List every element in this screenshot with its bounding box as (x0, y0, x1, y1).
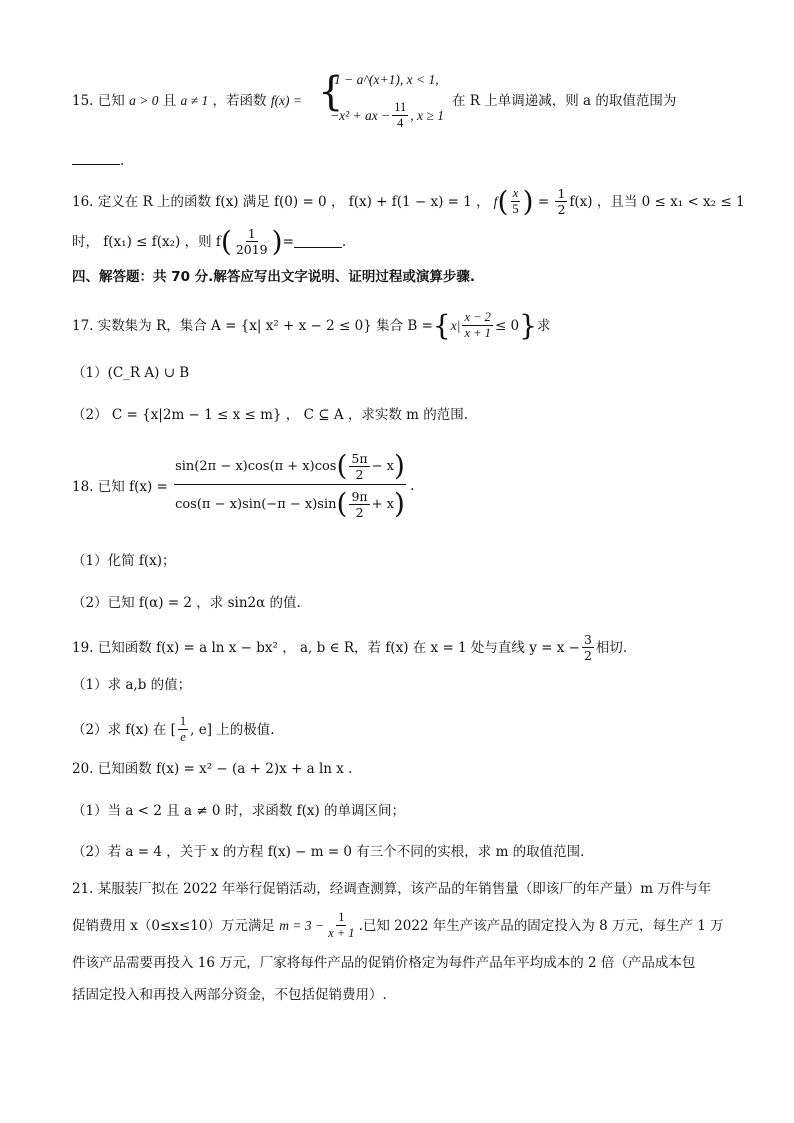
q18-end: . (410, 478, 415, 494)
q18-part1: （1）化简 f(x)； (72, 553, 176, 569)
q16-q-den: 2019 (235, 242, 268, 257)
q17-b-num: x − 2 (464, 310, 491, 324)
q18-den-frac-den: 2 (355, 504, 364, 520)
q17-number: 17. (72, 317, 94, 334)
q17-tail: 求 (536, 317, 551, 334)
q16-line1: 16. 定义在 R 上的函数 f(x) 满足 f(0) = 0 ， f(x) + f(1 − x) = 1 ， f ( $\frac{x}{5}$ ) = $\frac{1}{2}$ f(x) ，且当 0 ≤ x₁ < x₂ ≤ 1 (72, 184, 745, 218)
q15-cond2: a ≠ 1 (180, 93, 209, 108)
q18-den-tail: + x (371, 496, 394, 512)
q19-p2-frac (178, 714, 188, 745)
q18-number: 18. (72, 479, 94, 495)
q21-m-frac (326, 910, 356, 941)
q16-line2: 时， f(x₁) ≤ f(x₂) ，则 f ( $\frac{1}{2019}$ ) = . (72, 224, 347, 258)
q16-half-den: 2 (557, 202, 566, 217)
q19-p2-pre: （2）求 f(x) 在 [ (72, 721, 176, 738)
q15-fx: f(x) = (270, 93, 303, 108)
q16-answer-blank[interactable] (294, 235, 342, 248)
q19-text: 已知函数 f(x) = a ln x − bx² ， a, b ∈ R，若 f(x) 在 x = 1 处与直线 y = x − (97, 639, 580, 656)
q16-frac-num: x (512, 186, 519, 200)
q15-and: 且 (162, 93, 177, 109)
q17-b-den: x + 1 (464, 326, 491, 340)
q18-big-fraction (174, 448, 406, 523)
q20-text: 已知函数 f(x) = x² − (a + 2)x + a ln x . (97, 761, 353, 777)
q18-den-text: cos(π − x)sin(−π − x)sin (175, 496, 337, 512)
q17-text: 实数集为 R，集合 A = {x| x² + x − 2 ≤ 0} 集合 B = (97, 317, 433, 334)
q18-num-frac (349, 451, 369, 482)
q19-frac (582, 632, 594, 663)
q21-line4: 括固定投入和再投入两部分资金，不包括促销费用）. (72, 987, 387, 1003)
q15-case1: 1 − a^(x+1), x < 1, (334, 72, 439, 87)
q18-den-frac (349, 489, 369, 520)
q15-case2-num: 11 (394, 100, 407, 114)
q19-p2-num: 1 (179, 714, 187, 728)
q17-part2: （2） C = {x|2m − 1 ≤ x ≤ m} ， C ⊆ A ，求实数 m 的范围. (72, 407, 469, 423)
q20-number: 20. (72, 761, 94, 777)
q15-answer-line (72, 152, 124, 170)
q15-end: . (120, 153, 125, 169)
q15-number: 15. (72, 93, 94, 109)
q17-b-frac (462, 310, 492, 341)
q15-case2-post: , x ≥ 1 (410, 107, 444, 123)
q15-case2 (330, 100, 444, 131)
q17-part1: （1）(C_R A) ∪ B (72, 365, 190, 381)
q18-denominator: cos(π − x)sin(−π − x)sin ( $\frac{9\pi}{2}$ + x ) (175, 487, 405, 520)
q15-cond1: a > 0 (129, 93, 159, 108)
q16-line2-post: = (282, 233, 294, 250)
q16-line2-pre: 时， f(x₁) ≤ f(x₂) ，则 f (72, 233, 221, 250)
q16-frac-query (234, 226, 270, 257)
q18-lead: 已知 f(x) = (97, 479, 168, 495)
q16-half (555, 186, 567, 217)
q17-b-post: ≤ 0 (494, 317, 520, 334)
q19-part1: （1）求 a,b 的值； (72, 677, 192, 693)
q21-line2-post: .已知 2022 年生产该产品的固定投入为 8 万元，每生产 1 万 (358, 917, 724, 934)
q18-part2: （2）已知 f(α) = 2 ，求 sin2α 的值. (72, 595, 301, 611)
q18-lead-line (72, 478, 168, 496)
q16-line1-tail: f(x) ，且当 0 ≤ x₁ < x₂ ≤ 1 (569, 193, 745, 210)
q21-line2-pre: 促销费用 x（0≤x≤10）万元满足 (72, 917, 275, 934)
q21-m-den: x + 1 (328, 926, 355, 940)
q16-number: 16. (72, 193, 94, 210)
q18-den-frac-num: 9π (351, 488, 368, 504)
q15-mid: ，若函数 (212, 93, 267, 109)
q19-frac-num: 3 (583, 632, 592, 647)
q21-line1 (72, 880, 711, 898)
q16-end: . (341, 233, 347, 250)
q20-line (72, 760, 352, 778)
q15-lead: 已知 (97, 93, 125, 109)
q15-case2-pre: −x² + ax − (330, 107, 391, 123)
q18-numerator: sin(2π − x)cos(π + x)cos ( $\frac{5\pi}{2}$ − x ) (175, 449, 405, 482)
q21-line3: 件该产品需要再投入 16 万元，厂家将每件产品的促销价格定为每件产品年平均成本的 2 倍（产品成本包 (72, 955, 696, 971)
q21-number: 21. (72, 881, 94, 897)
section-four-heading: 四、解答题：共 70 分.解答应写出文字说明、证明过程或演算步骤. (72, 269, 475, 285)
q15-line (72, 92, 302, 110)
q15-case2-fraction (392, 100, 408, 131)
q16-half-num: 1 (557, 186, 566, 201)
q18-num-text: sin(2π − x)cos(π + x)cos (175, 458, 337, 474)
q16-q-num: 1 (247, 226, 256, 241)
q21-line2 (72, 910, 724, 941)
q15-brace: { (318, 69, 344, 115)
q18-num-frac-den: 2 (355, 466, 364, 482)
q19-line (72, 632, 627, 663)
q15-answer-blank[interactable] (72, 152, 120, 165)
q15-case2-den: 4 (397, 116, 404, 130)
q16-frac-x5 (510, 186, 520, 217)
q17-line: 17. 实数集为 R，集合 A = {x| x² + x − 2 ≤ 0} 集合 B = { x| $\frac{x - 2}{x + 1}$ ≤ 0 } 求 (72, 308, 551, 342)
q19-p2-post: , e] 上的极值. (190, 721, 275, 738)
q16-frac-den: 5 (512, 202, 519, 216)
q21-m-num: 1 (338, 910, 345, 924)
q21-text1: 某服装厂拟在 2022 年举行促销活动，经调查测算，该产品的年销售量（即该厂的年产量）m 万件与年 (97, 881, 712, 897)
q19-tail: 相切. (595, 639, 628, 656)
q18-num-frac-num: 5π (351, 450, 368, 466)
q17-b-pre: x| (450, 317, 461, 333)
q19-p2-den: e (180, 730, 186, 744)
q20-part1: （1）当 a < 2 且 a ≠ 0 时，求函数 f(x) 的单调区间； (72, 803, 406, 819)
q15-tail: 在 R 上单调递减，则 a 的取值范围为 (452, 93, 677, 109)
q16-text1: 定义在 R 上的函数 f(x) 满足 f(0) = 0 ， f(x) + f(1 − x) = 1 ， (97, 193, 490, 210)
q19-frac-den: 2 (583, 648, 592, 663)
q20-part2: （2）若 a = 4 ，关于 x 的方程 f(x) − m = 0 有三个不同的实根，求 m 的取值范围. (72, 844, 585, 860)
q18-num-tail: − x (371, 458, 394, 474)
q19-part2 (72, 714, 275, 745)
q19-number: 19. (72, 639, 94, 656)
q21-m-eq: m = 3 − (279, 917, 325, 933)
